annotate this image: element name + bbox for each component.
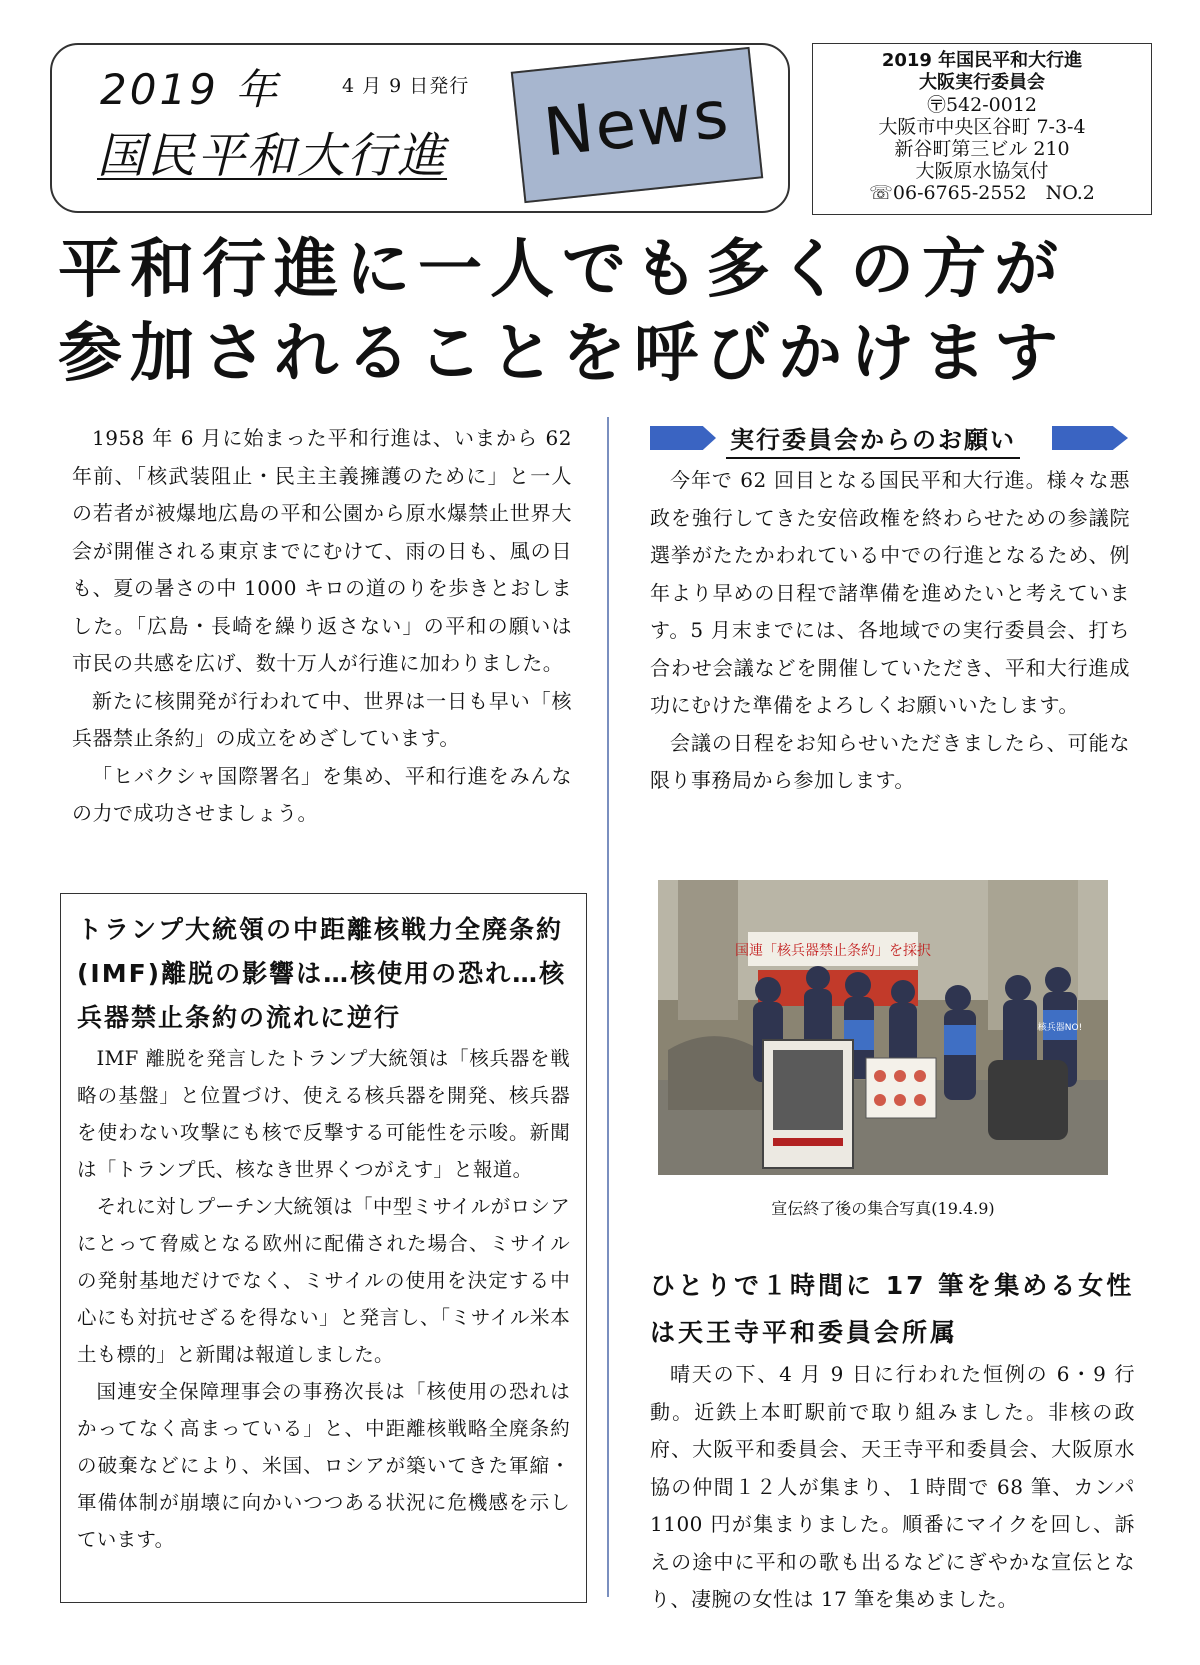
publisher-care-of: 大阪原水協気付: [915, 160, 1049, 182]
column-divider: [607, 417, 609, 1597]
group-photo-illustration: [658, 880, 1108, 1175]
photo-caption: 宣伝終了後の集合写真(19.4.9): [771, 1199, 995, 1218]
intro-paragraph: 「ヒバクシャ国際署名」を集め、平和行進をみんなの力で成功させましょう。: [72, 763, 572, 825]
group-photo: [658, 880, 1108, 1175]
headline-line1: 平和行進に一人でも多くの方が: [58, 233, 1066, 307]
request-paragraph: 会議の日程をお知らせいただきましたら、可能な限り事務局から参加します。: [650, 730, 1130, 792]
story-title: ひとりで１時間に 17 筆を集める女性は天王寺平和委員会所属: [650, 1271, 1135, 1347]
publisher-address2: 新谷町第三ビル 210: [894, 138, 1070, 160]
intro-article: [72, 420, 572, 833]
headline-line2: 参加されることを呼びかけます: [58, 317, 1066, 391]
arrow-right-icon: [650, 426, 716, 450]
request-heading: [650, 420, 1130, 460]
publisher-postal: 〶542-0012: [926, 94, 1038, 116]
intro-paragraph: 1958 年 6 月に始まった平和行進は、いまから 62 年前、「核武装阻止・民主主義擁護のために」と一人の若者が被爆地広島の平和公園から原水爆禁止世界大会が開催される東京までにむけて、雨の日も、風の日も、夏の暑さの中 1000 キロの道のりを歩きとおしました。「広島・長崎を繰り返さない」の平和の願いは市民の共感を広げ、数十万人が行進に加わりました。: [72, 426, 572, 675]
story-article: [650, 1356, 1135, 1619]
imf-article-box: [60, 893, 587, 1603]
story-paragraph: 晴天の下、4 月 9 日に行われた恒例の 6・9 行動。近鉄上本町駅前で取り組みました。非核の政府、大阪平和委員会、天王寺平和委員会、大阪原水協の仲間１２人が集まり、１時間で 68 筆、カンパ 1100 円が集まりました。順番にマイクを回し、訴えの途中に平和の歌も出るなどにぎやかな宣伝となり、凄腕の女性は 17 筆を集めました。: [650, 1362, 1135, 1611]
publisher-box: [812, 43, 1152, 215]
masthead: [50, 43, 790, 213]
event-name: 国民平和大行進: [97, 128, 448, 184]
imf-article-title: トランプ大統領の中距離核戦力全廃条約(IMF)離脱の影響は…核使用の恐れ…核兵器禁止条約の流れに逆行: [77, 915, 567, 1032]
issue-date: 4 月 9 日発行: [342, 75, 470, 97]
imf-paragraph: IMF 離脱を発言したトランプ大統領は「核兵器を戦略の基盤」と位置づけ、使える核兵器を開発、核兵器を使わない攻撃にも核で反撃する可能性を示唆。新聞は「トランプ氏、核なき世界くつがえす」と報道。: [77, 1047, 570, 1181]
request-article: [650, 462, 1130, 800]
imf-article-body: [77, 1040, 570, 1558]
publisher-address1: 大阪市中央区谷町 7-3-4: [878, 116, 1086, 138]
publisher-org-line1: 2019 年国民平和大行進: [881, 50, 1083, 71]
main-headline: [58, 228, 1158, 396]
photo-banner-text: 国連「核兵器禁止条約」を採択: [735, 943, 931, 959]
news-label-box: [511, 47, 763, 203]
news-word: News: [540, 75, 734, 172]
request-title: 実行委員会からのお願い: [726, 420, 1020, 459]
arrow-right-icon: [1052, 426, 1128, 450]
masthead-year: 2019 年: [100, 65, 281, 114]
publisher-org-line2: 大阪実行委員会: [919, 72, 1045, 93]
imf-paragraph: 国連安全保障理事会の事務次長は「核使用の恐れはかってなく高まっている」と、中距離核戦略全廃条約の破棄などにより、米国、ロシアが築いてきた軍縮・軍備体制が崩壊に向かいつつある状況に危機感を示しています。: [77, 1380, 570, 1551]
request-paragraph: 今年で 62 回目となる国民平和大行進。様々な悪政を強行してきた安倍政権を終わらせための参議院選挙がたたかわれている中での行進となるため、例年より早めの日程で諸準備を進めたいと考えています。5 月末までには、各地域での実行委員会、打ち合わせ会議などを開催していただき、平和大行進成功にむけた準備をよろしくお願いいたします。: [650, 468, 1130, 717]
intro-paragraph: 新たに核開発が行われて中、世界は一日も早い「核兵器禁止条約」の成立をめざしています。: [72, 688, 572, 750]
publisher-phone-issue: ☏06-6765-2552 NO.2: [869, 182, 1095, 204]
imf-paragraph: それに対しプーチン大統領は「中型ミサイルがロシアにとって脅威となる欧州に配備された場合、ミサイルの発射基地だけでなく、ミサイルの使用を決定する中心にも対抗せざるを得ない」と発言し、「ミサイル米本土も標的」と新聞は報道しました。: [77, 1195, 570, 1366]
photo-bib-text: 核兵器NO!: [1037, 1023, 1083, 1033]
